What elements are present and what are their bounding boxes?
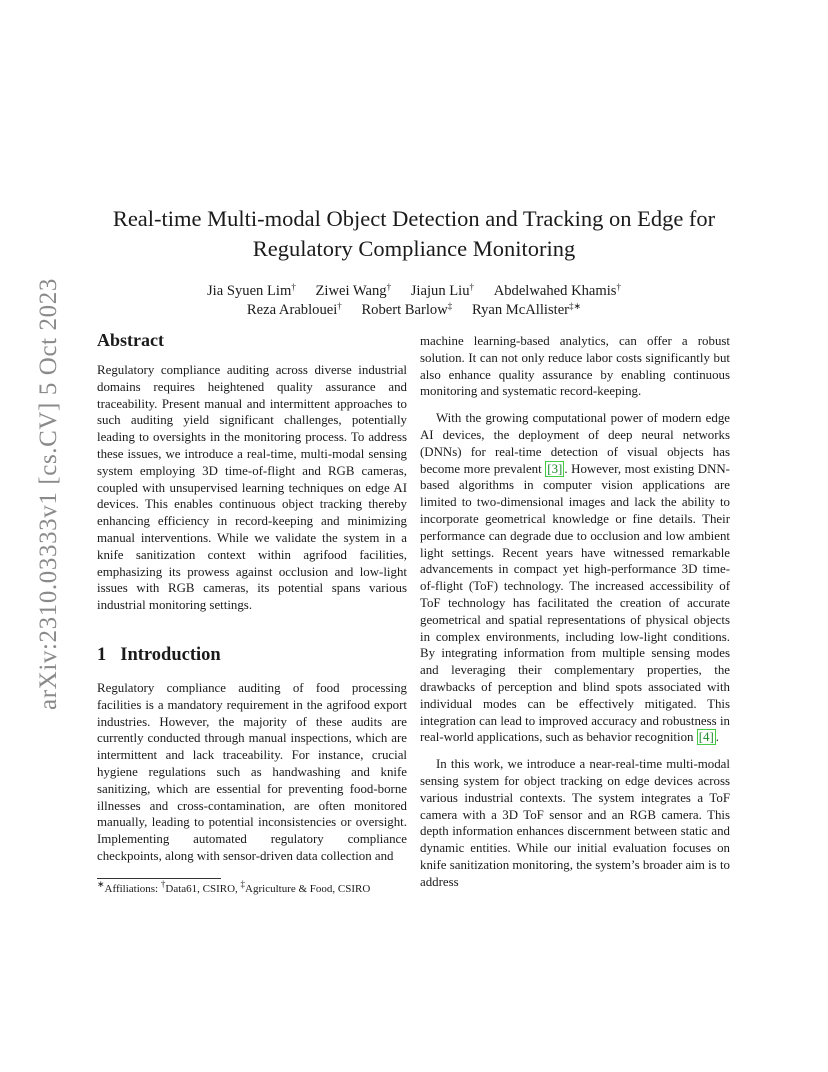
- right-paragraph-1: machine learning-based analytics, can offer a robust solution. It can not only reduce labor costs significantly but also enhance quality assurance by enabling continuous monitoring and systematic record-keeping.: [420, 334, 730, 399]
- author: Jiajun Liu†: [410, 282, 475, 299]
- author: Reza Arablouei†: [246, 301, 342, 318]
- title-line-2: Regulatory Compliance Monitoring: [252, 236, 576, 261]
- footnote: ∗Affiliations: †Data61, CSIRO, ‡Agriculture & Food, CSIRO: [97, 879, 371, 895]
- paper-title: [60, 204, 768, 264]
- right-paragraph-2: With the growing computational power of modern edge AI devices, the deployment of deep neural networks (DNNs) for real-time detection of visual objects has become more prevalent [3] . However, most existing DNN-based algorithms in computer vision applications are limited to two-dimensional images and lack the ability to incorporate geometrical knowledge or fine details. Their performance can degrade due to occlusion and low ambient light settings. Recent years have witnessed remarkable advancements in compact yet high-performance 3D time-of-flight (ToF) technology. The increased accessibility of ToF technology has facilitated the creation of accurate geometrical and spatial representations of physical objects in complex environments, including low-light conditions. By integrating information from multiple sensing modes and leveraging their complementary properties, the drawbacks of perception and blind spots associated with individual modes can be effectively mitigated. This integration can lead to improved accuracy and robustness in real-world applications, such as behavior recognition [4] .: [420, 411, 730, 745]
- left-column: [97, 330, 407, 865]
- right-column: [420, 333, 730, 891]
- author: Ziwei Wang†: [315, 282, 392, 299]
- abstract-text: Regulatory compliance auditing across diverse industrial domains requires heightened quality assurance and traceability. Present manual and intermittent approaches to such auditing yield significant challenges, potentially leading to oversights in the monitoring process. To address these issues, we introduce a real-time, multi-modal sensing system employing 3D time-of-flight and RGB cameras, coupled with unsupervised learning techniques on edge AI devices. This enables continuous object tracking thereby enhancing efficiency in record-keeping and minimizing manual interventions. While we validate the system in a knife sanitization context within agrifood facilities, emphasizing its prowess against occlusion and low-light issues with RGB cameras, its potential spans various industrial monitoring settings.: [97, 363, 407, 613]
- author-list: [60, 282, 768, 320]
- citation-link[interactable]: [3]: [547, 461, 563, 476]
- arxiv-identifier: arXiv:2310.03333v1 [cs.CV] 5 Oct 2023: [35, 278, 62, 710]
- footnote-rule: [97, 878, 221, 879]
- right-paragraph-3: In this work, we introduce a near-real-time multi-modal sensing system for object tracking on edge devices across various industrial contexts. The system integrates a ToF camera with a 3D ToF sensor and an RGB camera. This depth information enhances discernment between static and dynamic entities. While our initial evaluation focuses on knife sanitization monitoring, the system’s broader aim is to address: [420, 757, 730, 889]
- author: Ryan McAllister‡∗: [471, 301, 582, 318]
- title-line-1: Real-time Multi-modal Object Detection and Tracking on Edge for: [112, 206, 716, 231]
- section-heading-introduction: 1 Introduction: [97, 644, 221, 665]
- author-row-2: [60, 301, 768, 320]
- author-row-1: [60, 282, 768, 301]
- author: Robert Barlow‡: [361, 301, 453, 318]
- intro-paragraph-1: Regulatory compliance auditing of food processing facilities is a mandatory requirement in the agrifood export industries. However, the majority of these audits are currently conducted through manual inspections, which are intermittent and lack traceability. For instance, crucial hygiene regulations such as handwashing and knife sanitizing, which are essential for preventing food-borne illnesses and cross-contamination, are often monitored manually, leading to potential inconsistencies or oversight. Implementing automated regulatory compliance checkpoints, along with sensor-driven data collection and: [97, 680, 407, 863]
- author: Abdelwahed Khamis†: [493, 282, 621, 299]
- author: Jia Syuen Lim†: [207, 282, 296, 299]
- abstract-heading: Abstract: [97, 330, 164, 350]
- citation-link[interactable]: [4]: [698, 730, 714, 745]
